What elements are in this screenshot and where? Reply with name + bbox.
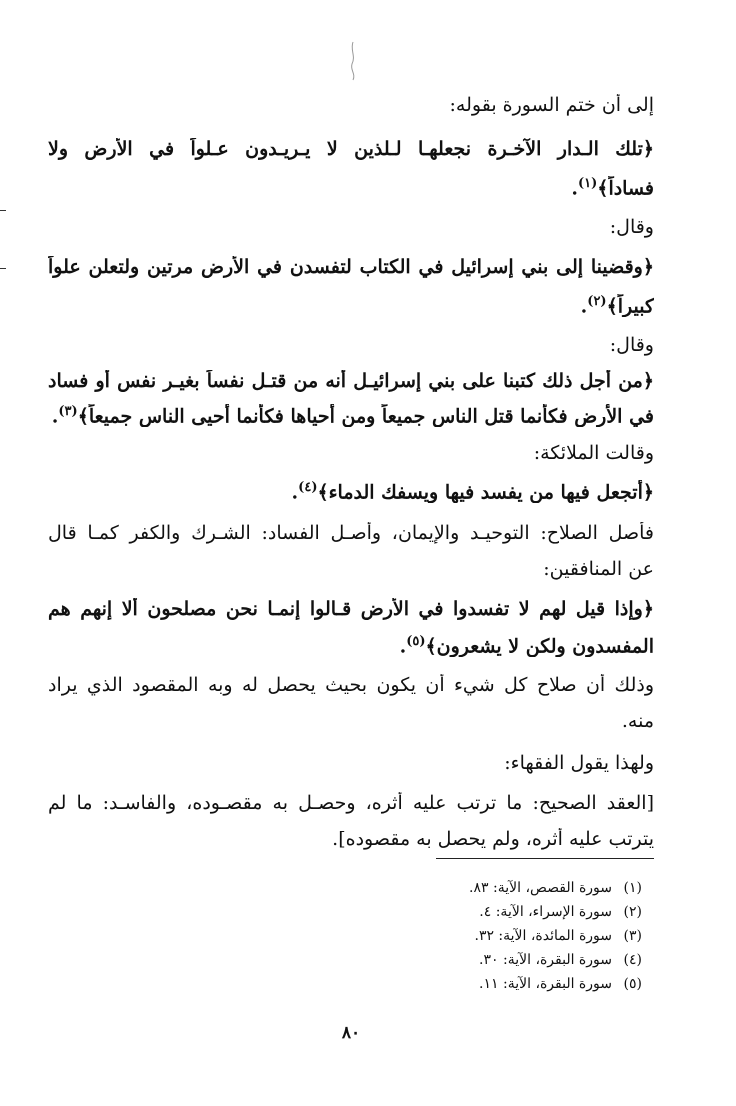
- quran-verse: كبيراً﴾$^{(٢)}$.: [580, 294, 654, 318]
- text-line: منه.: [621, 710, 654, 732]
- footnote-ref: (٢): [587, 294, 607, 309]
- quran-verse: ﴿وإذا قيل لهم لا تفسدوا في الأرض قـالوا إنمـا نحن مصلحون ألا إنهم هم: [48, 598, 654, 620]
- book-page: [48, 40, 654, 1070]
- page-ornament-icon: [348, 40, 358, 82]
- text-line: يترتب عليه أثره، ولم يحصل به مقصوده].: [332, 828, 654, 850]
- footnote-ref: (٥): [406, 634, 426, 649]
- margin-mark-2: [0, 268, 6, 269]
- text-line: وذلك أن صلاح كل شيء أن يكون بحيث يحصل له وبه المقصود الذي يراد: [48, 674, 654, 696]
- text-line: وقال:: [609, 216, 654, 238]
- footnote-item: (٢)سورة الإسراء، الآية: ٤.: [479, 904, 642, 920]
- footnote-ref: (٣): [58, 404, 78, 419]
- quran-verse: ﴿تلك الـدار الآخـرة نجعلهـا لـلذين لا يـريـدون عـلواً في الأرض ولا: [48, 138, 654, 160]
- footnote-item: (٤)سورة البقرة، الآية: ٣٠.: [479, 952, 642, 968]
- text-line: وقال:: [609, 334, 654, 356]
- footnote-ref: (٤): [298, 480, 318, 495]
- text-line: إلى أن ختم السورة بقوله:: [449, 94, 654, 116]
- quran-verse: ﴿وقضينا إلى بني إسرائيل في الكتاب لتفسدن في الأرض مرتين ولتعلن علواً: [48, 256, 654, 278]
- footnote-item: (١)سورة القصص، الآية: ٨٣.: [469, 880, 642, 896]
- text-line: فأصل الصلاح: التوحيـد والإيمان، وأصـل الفساد: الشـرك والكفر كمـا قال: [48, 522, 654, 544]
- quran-verse: ﴿أتجعل فيها من يفسد فيها ويسفك الدماء﴾$^{(٤)}$.: [291, 480, 654, 504]
- footnote-item: (٥)سورة البقرة، الآية: ١١.: [479, 976, 642, 992]
- footnote-separator: [436, 858, 654, 859]
- text-line: ولهذا يقول الفقهاء:: [504, 752, 654, 774]
- footnote-item: (٣)سورة المائدة، الآية: ٣٢.: [474, 928, 642, 944]
- quran-verse: ﴿من أجل ذلك كتبنا على بني إسرائيـل أنه من قتـل نفساً بغيـر نفس أو فساد: [48, 370, 654, 392]
- footnote-ref: (١): [578, 176, 598, 191]
- text-line: [العقد الصحيح: ما ترتب عليه أثره، وحصـل به مقصـوده، والفاسـد: ما لم: [48, 792, 654, 814]
- text-line: وقالت الملائكة:: [533, 442, 654, 464]
- page-number: ٨٠: [341, 1023, 361, 1043]
- text-line: عن المنافقين:: [543, 558, 654, 580]
- margin-mark-1: [0, 210, 6, 211]
- quran-verse: فساداً﴾$^{(١)}$.: [571, 176, 654, 200]
- quran-verse: المفسدون ولكن لا يشعرون﴾$^{(٥)}$.: [399, 634, 654, 658]
- quran-verse: في الأرض فكأنما قتل الناس جميعاً ومن أحياها فكأنما أحيى الناس جميعاً﴾$^{(٣)}$.: [51, 404, 654, 428]
